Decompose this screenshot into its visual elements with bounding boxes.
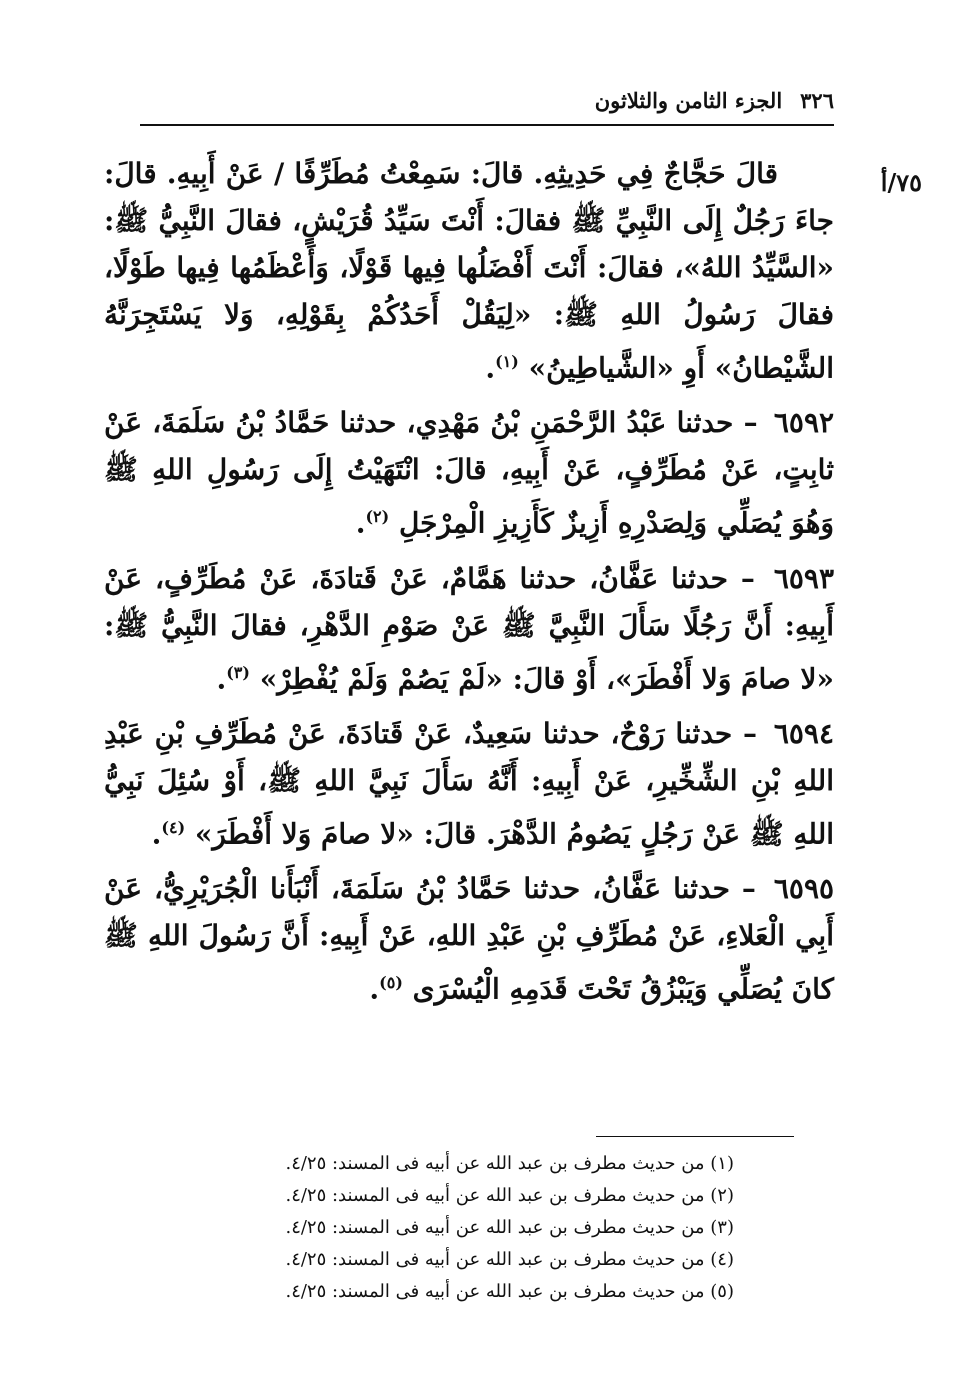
page-number: ٣٢٦ [800,88,834,113]
paragraph-text: حدثنا عَبْدُ الرَّحْمَنِ بْنُ مَهْدِي، حدثنا حَمَّادُ بْنُ سَلَمَةَ، عَنْ ثابِتٍ، عَنْ مُطَرِّفٍ، عَنْ أَبِيهِ، قالَ: انْتَهَيْتُ إِلَى رَسُولِ اللهِ ﷺ وَهُوَ يُصَلِّي وَلِصَدْرِهِ أَزِيزٌ كَأَزِيزِ الْمِرْجَلِ [104,406,834,540]
footnotes [214,1148,734,1308]
part-title: الجزء الثامن والثلاثون [594,88,783,113]
text-paragraph: قالَ حَجَّاجٌ فِي حَدِيثِهِ. قالَ: سَمِعْتُ مُطَرِّفًا / عَنْ أَبِيهِ. قالَ: جاءَ رَجُلٌ إِلَى النَّبِيِّ ﷺ فقالَ: أَنْتَ سَيِّدُ قُرَيْشٍ، فقالَ النَّبِيُّ ﷺ: «السَّيِّدُ اللهُ»، فقالَ: أَنْتَ أَفْضَلُها فِيها قَوْلًا، وَأَعْظَمُها فِيها طَوْلًا، فقالَ رَسُولُ اللهِ ﷺ: «لِيَقُلْ أَحَدُكُمْ بِقَوْلِهِ، وَلا يَسْتَجِرَنَّهُ الشَّيْطانُ» أَوِ «الشَّياطِينُ» $^{(١)}$. [104,157,834,385]
hadith-number: ٦٥٩٣ [773,561,834,595]
running-header [580,88,834,113]
footnote: (٣) من حديث مطرف بن عبد الله عن أبيه فى المسند: ٤/٢٥. [285,1217,734,1238]
paragraph-text: حدثنا رَوْحٌ، حدثنا سَعِيدٌ، عَنْ قَتادَةَ، عَنْ مُطَرِّفِ بْنِ عَبْدِ اللهِ بْنِ الشِّخِّيرِ، عَنْ أَبِيهِ: أَنَّهُ سَأَلَ نَبِيَّ اللهِ ﷺ، أَوْ سُئِلَ نَبِيُّ اللهِ ﷺ عَنْ رَجُلٍ يَصُومُ الدَّهْرَ. قالَ: «لا صامَ وَلا أَفْطَرَ» [104,716,834,851]
hadith-number: ٦٥٩٢ [773,406,835,440]
hadith-number: ٦٥٩٤ [773,716,834,750]
footnote-marker: (١) [495,352,519,371]
paragraph-text: حدثنا عَفَّانُ، حدثنا حَمَّادُ بْنُ سَلَمَةَ، أَنْبَأَنا الْجُرَيْرِيُّ، عَنْ أَبِي الْعَلاءِ، عَنْ مُطَرِّفِ بْنِ عَبْدِ اللهِ، عَنْ أَبِيهِ: أَنَّ رَسُولَ اللهِ ﷺ كانَ يُصَلِّي وَيَبْزُقُ تَحْتَ قَدَمِهِ الْيُسْرَى [104,872,834,1006]
footnote-separator [596,1136,794,1137]
footnote-marker: (٥) [379,973,403,993]
footnote: (٥) من حديث مطرف بن عبد الله عن أبيه فى المسند: ٤/٢٥. [285,1281,734,1302]
hadith-paragraph: ٦٥٩٣ – حدثنا عَفَّانُ، حدثنا هَمَّامٌ، عَنْ قَتادَةَ، عَنْ مُطَرِّفٍ، عَنْ أَبِيهِ: أَنَّ رَجُلًا سَأَلَ النَّبِيَّ ﷺ عَنْ صَوْمِ الدَّهْرِ، فقالَ النَّبِيُّ ﷺ: «لا صامَ وَلا أَفْطَرَ»، أَوْ قالَ: «لَمْ يَصُمْ وَلَمْ يُفْطِرْ» $^{(٣)}$. [104,561,834,695]
footnote: (١) من حديث مطرف بن عبد الله عن أبيه فى المسند: ٤/٢٥. [285,1153,734,1174]
hadith-paragraph: ٦٥٩٢ – حدثنا عَبْدُ الرَّحْمَنِ بْنُ مَهْدِي، حدثنا حَمَّادُ بْنُ سَلَمَةَ، عَنْ ثابِتٍ، عَنْ مُطَرِّفٍ، عَنْ أَبِيهِ، قالَ: انْتَهَيْتُ إِلَى رَسُولِ اللهِ ﷺ وَهُوَ يُصَلِّي وَلِصَدْرِهِ أَزِيزٌ كَأَزِيزِ الْمِرْجَلِ $^{(٢)}$. [104,406,835,540]
footnote-marker: (٤) [161,817,186,837]
paragraph-text: حدثنا عَفَّانُ، حدثنا هَمَّامٌ، عَنْ قَتادَةَ، عَنْ مُطَرِّفٍ، عَنْ أَبِيهِ: أَنَّ رَجُلًا سَأَلَ النَّبِيَّ ﷺ عَنْ صَوْمِ الدَّهْرِ، فقالَ النَّبِيُّ ﷺ: «لا صامَ وَلا أَفْطَرَ»، أَوْ قالَ: «لَمْ يَصُمْ وَلَمْ يُفْطِرْ» [104,561,834,695]
hadith-number: ٦٥٩٥ [773,872,835,906]
footnote-marker: (٢) [365,507,390,527]
footnote: (٢) من حديث مطرف بن عبد الله عن أبيه فى المسند: ٤/٢٥. [285,1185,734,1206]
footnote-marker: (٣) [226,662,250,682]
header-rule [140,124,834,126]
manuscript-folio-mark: ٧٥/أ [880,168,922,197]
main-text [104,150,834,1021]
paragraph-text: قالَ حَجَّاجٌ فِي حَدِيثِهِ. قالَ: سَمِعْتُ مُطَرِّفًا / عَنْ أَبِيهِ. قالَ: جاءَ رَجُلٌ إِلَى النَّبِيِّ ﷺ فقالَ: أَنْتَ سَيِّدُ قُرَيْشٍ، فقالَ النَّبِيُّ ﷺ: «السَّيِّدُ اللهُ»، فقالَ: أَنْتَ أَفْضَلُها فِيها قَوْلًا، وَأَعْظَمُها فِيها طَوْلًا، فقالَ رَسُولُ اللهِ ﷺ: «لِيَقُلْ أَحَدُكُمْ بِقَوْلِهِ، وَلا يَسْتَجِرَنَّهُ الشَّيْطانُ» أَوِ «الشَّياطِينُ» [104,157,834,385]
hadith-paragraph: ٦٥٩٥ – حدثنا عَفَّانُ، حدثنا حَمَّادُ بْنُ سَلَمَةَ، أَنْبَأَنا الْجُرَيْرِيُّ، عَنْ أَبِي الْعَلاءِ، عَنْ مُطَرِّفِ بْنِ عَبْدِ اللهِ، عَنْ أَبِيهِ: أَنَّ رَسُولَ اللهِ ﷺ كانَ يُصَلِّي وَيَبْزُقُ تَحْتَ قَدَمِهِ الْيُسْرَى $^{(٥)}$. [104,872,835,1006]
footnote: (٤) من حديث مطرف بن عبد الله عن أبيه فى المسند: ٤/٢٥. [285,1249,734,1270]
hadith-paragraph: ٦٥٩٤ – حدثنا رَوْحٌ، حدثنا سَعِيدٌ، عَنْ قَتادَةَ، عَنْ مُطَرِّفِ بْنِ عَبْدِ اللهِ بْنِ الشِّخِّيرِ، عَنْ أَبِيهِ: أَنَّهُ سَأَلَ نَبِيَّ اللهِ ﷺ، أَوْ سُئِلَ نَبِيُّ اللهِ ﷺ عَنْ رَجُلٍ يَصُومُ الدَّهْرَ. قالَ: «لا صامَ وَلا أَفْطَرَ» $^{(٤)}$. [104,716,834,851]
